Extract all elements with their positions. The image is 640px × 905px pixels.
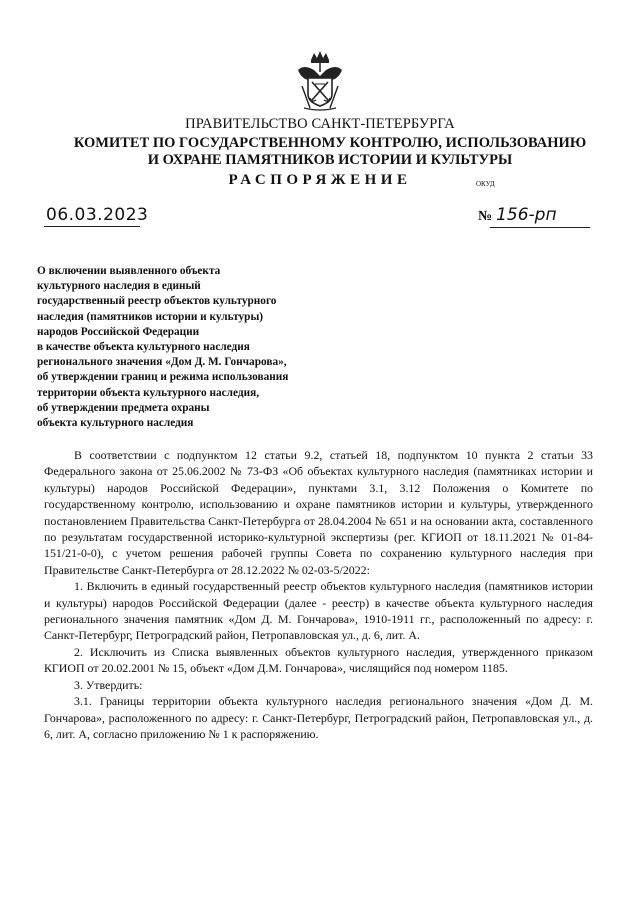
document-subject bbox=[37, 264, 357, 431]
subject-line: государственный реестр объектов культурного bbox=[37, 295, 277, 308]
subject-line: О включении выявленного объекта bbox=[37, 265, 221, 277]
subject-line: об утверждении границ и режима использования bbox=[37, 371, 289, 384]
subject-line: объекта культурного наследия bbox=[37, 417, 194, 430]
body-paragraph: 3.1. Границы территории объекта культурного наследия регионального значения «Дом Д. М. Гончарова», расположенного по адресу: г. Санкт-Петербург, Петроградский район, Петропавловская ул., д. 6, лит. А, согласно приложению № 1 к распоряжению. bbox=[44, 694, 593, 741]
coat-of-arms-icon bbox=[294, 50, 346, 112]
subject-line: об утверждении предмета охраны bbox=[37, 401, 210, 414]
body-paragraph: В соответствии с подпунктом 12 статьи 9.2, статьей 18, подпунктом 10 пункта 2 статьи 33 Федерального закона от 25.06.2002 № 73-ФЗ «Об объектах культурного наследия (памятниках истории и культуры) народов Российской Федерации», пунктами 3.1, 3.12 Положения о Комитете по государственному контролю, использованию и охране памятников истории и культуры, утвержденного постановлением Правительства Санкт-Петербурга от 28.04.2004 № 651 и на основании акта, составленного по результатам государственной историко-культурной экспертизы (рег. КГИОП от 18.11.2021 № 01-84-151/21-0-0), с учетом решения рабочей группы Совета по сохранению культурного наследия при Правительстве Санкт-Петербурга от 28.12.2022 № 02-03-5/2022: bbox=[44, 448, 593, 577]
committee-title bbox=[60, 135, 600, 169]
number-value: 156-рп bbox=[496, 205, 557, 225]
subject-line: наследия (памятников истории и культуры) bbox=[37, 310, 264, 323]
document-type: РАСПОРЯЖЕНИЕ bbox=[228, 172, 412, 188]
committee-title-line-2: И ОХРАНЕ ПАМЯТНИКОВ ИСТОРИИ И КУЛЬТУРЫ bbox=[147, 152, 513, 168]
government-title: ПРАВИТЕЛЬСТВО САНКТ-ПЕТЕРБУРГА bbox=[185, 116, 455, 132]
body-paragraph: 3. Утвердить: bbox=[74, 677, 143, 692]
date-underline bbox=[44, 226, 140, 227]
body-paragraph: 2. Исключить из Списка выявленных объектов культурного наследия, утвержденного приказом КГИОП от 20.02.2001 № 15, объект «Дом Д.М. Гончарова», числящийся под номером 1185. bbox=[44, 644, 593, 676]
subject-line: регионального значения «Дом Д. М. Гончарова», bbox=[37, 356, 287, 369]
number-underline bbox=[490, 227, 590, 228]
document-date: 06.03.2023 bbox=[46, 205, 149, 225]
okud-label: ОКУД bbox=[476, 180, 495, 188]
subject-line: народов Российской Федерации bbox=[37, 325, 200, 338]
document-body bbox=[44, 447, 593, 742]
document-number bbox=[478, 205, 557, 225]
subject-line: в качестве объекта культурного наследия bbox=[37, 341, 250, 354]
subject-line: культурного наследия в единый bbox=[37, 280, 201, 293]
body-paragraph: 1. Включить в единый государственный реестр объектов культурного наследия (памятников истории и культуры) народов Российской Федерации (далее - реестр) в качестве объекта культурного наследия регионального значения памятник «Дом Д. М. Гончарова», 1910-1911 гг., расположенный по адресу: г. Санкт-Петербург, Петроградский район, Петропавловская ул., д. 6, лит. А. bbox=[44, 579, 593, 643]
number-label: № bbox=[478, 209, 493, 224]
committee-title-line-1: КОМИТЕТ ПО ГОСУДАРСТВЕННОМУ КОНТРОЛЮ, ИСПОЛЬЗОВАНИЮ bbox=[73, 135, 587, 151]
subject-line: территории объекта культурного наследия, bbox=[37, 386, 260, 399]
